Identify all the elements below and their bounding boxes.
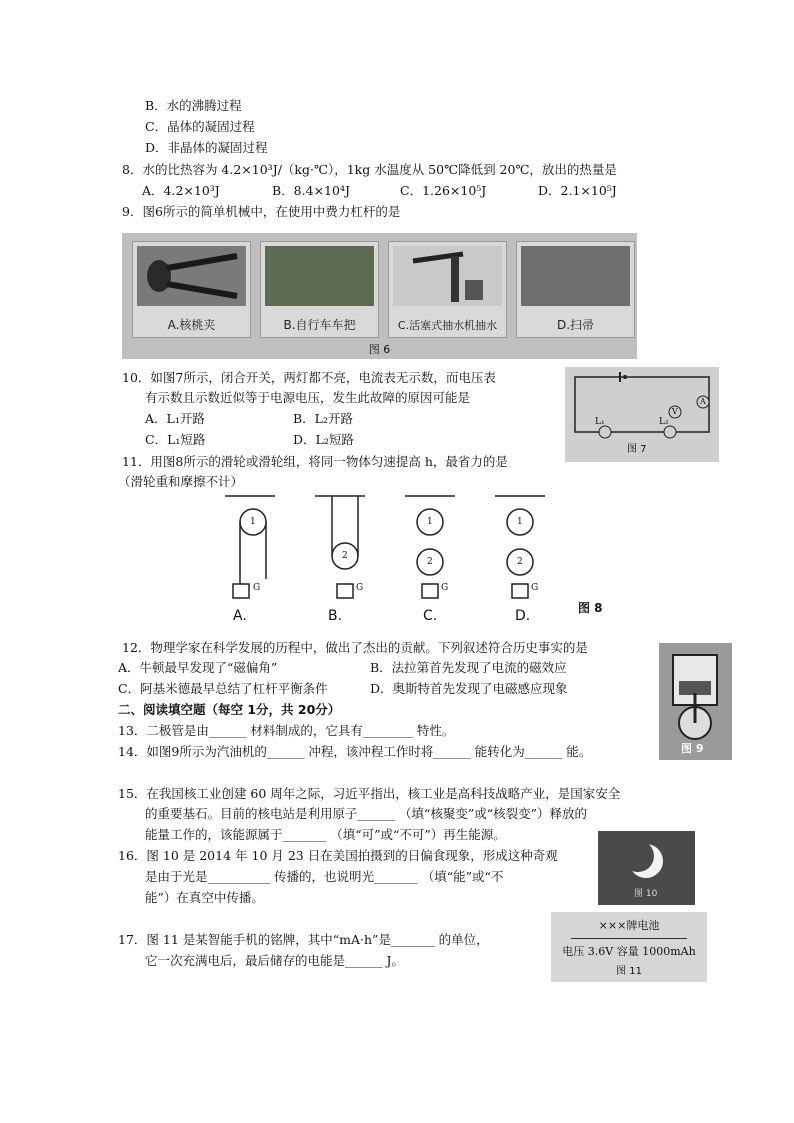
- q8-option-a: A．4.2×10³J: [142, 183, 220, 198]
- q12-stem: 12．物理学家在科学发展的历程中，做出了杰出的贡献。下列叙述符合历史事实的是: [122, 640, 588, 655]
- q7-option-d: D．非晶体的凝固过程: [145, 140, 268, 155]
- figure-7-circuit: [565, 367, 719, 462]
- q11-line1: 11．用图8所示的滑轮或滑轮组，将同一物体匀速提高 h，最省力的是: [122, 454, 508, 469]
- fig8-label-d: D.: [515, 608, 531, 624]
- q10-option-a: A．L₁开路: [145, 411, 205, 426]
- fig8-weight-d: G: [531, 583, 539, 593]
- fig6-caption-c: C.活塞式抽水机抽水: [397, 319, 498, 332]
- fig8-num-c2: 2: [427, 557, 433, 567]
- q7-option-c: C．晶体的凝固过程: [145, 119, 255, 134]
- q8-stem: 8．水的比热容为 4.2×10³J/（kg·℃），1kg 水温度从 50℃降低到 20℃，放出的热量是: [122, 162, 617, 177]
- q8-option-d: D．2.1×10⁵J: [538, 183, 617, 198]
- q8-option-c: C．1.26×10⁵J: [400, 183, 487, 198]
- q10-option-c: C．L₁短路: [145, 432, 206, 447]
- bicycle-handlebar-image: [265, 246, 374, 306]
- q10-line2: 有示数且示数近似等于电源电压，发生此故障的原因可能是: [145, 390, 471, 405]
- fig6-caption-d: D.扫帚: [556, 318, 595, 332]
- q13: 13．二极管是由______ 材料制成的，它具有________ 特性。: [118, 723, 455, 738]
- fig7-voltmeter: V: [672, 407, 678, 416]
- fig9-label: 图 9: [681, 742, 704, 755]
- figure-8-pulleys: [225, 494, 555, 629]
- q10-option-d: D．L₂短路: [293, 432, 354, 447]
- fig7-l2: L₂: [659, 417, 669, 427]
- fig8-num-c1: 1: [427, 517, 433, 527]
- fig8-weight-b: G: [356, 583, 364, 593]
- fig6-panel-d: [516, 241, 635, 338]
- q17-line1: 17．图 11 是某智能手机的铭牌，其中“mA·h”是_______ 的单位，: [118, 932, 489, 947]
- nutcracker-image: [137, 246, 246, 306]
- section-2-heading: 二、阅读填空题（每空 1分，共 20分）: [118, 702, 341, 717]
- q15-line2: 的重要基石。目前的核电站是利用原子______ （填“核聚变”或“核裂变”）释放的: [145, 806, 588, 821]
- q16-line3: 能”）在真空中传播。: [145, 890, 264, 905]
- q14: 14．如图9所示为汽油机的______ 冲程，该冲程工作时将______ 能转化为______ 能。: [118, 744, 592, 759]
- fig6-caption-b: B.自行车车把: [283, 318, 356, 332]
- fig11-title: ×××牌电池: [598, 919, 660, 932]
- fig11-spec: 电压 3.6V 容量 1000mAh: [562, 945, 696, 958]
- fig8-weight-c: G: [441, 583, 449, 593]
- figure-10-eclipse: [598, 831, 695, 905]
- fig6-panel-b: [260, 241, 379, 338]
- q10-option-b: B．L₂开路: [293, 411, 353, 426]
- fig8-num-d2: 2: [517, 557, 523, 567]
- q17-line2: 它一次充满电后，最后储存的电能是______ J。: [145, 953, 404, 968]
- q15-line1: 15．在我国核工业创建 60 周年之际，习近平指出，核工业是高科技战略产业，是国家安全: [118, 786, 621, 801]
- q7-option-b: B．水的沸腾过程: [145, 98, 242, 113]
- fig8-num-b: 2: [342, 551, 348, 561]
- q12-option-b: B．法拉第首先发现了电流的磁效应: [370, 660, 567, 675]
- figure-9-engine: [659, 643, 732, 760]
- q12-option-d: D．奥斯特首先发现了电磁感应现象: [370, 681, 568, 696]
- fig8-label-b: B.: [328, 608, 343, 624]
- broom-image: [521, 246, 630, 306]
- q9-stem: 9．图6所示的简单机械中，在使用中费力杠杆的是: [122, 204, 401, 219]
- fig8-label-a: A.: [233, 608, 247, 624]
- fig6-panel-c: [388, 241, 507, 338]
- fig10-label: 图 10: [634, 889, 658, 899]
- fig7-l1: L₁: [595, 417, 605, 427]
- fig8-weight-a: G: [253, 583, 261, 593]
- q10-line1: 10．如图7所示，闭合开关，两灯都不亮，电流表无示数，而电压表: [122, 370, 496, 385]
- q11-line2: （滑轮重和摩擦不计）: [118, 474, 244, 489]
- q12-option-a: A．牛顿最早发现了“磁偏角”: [118, 660, 278, 675]
- q15-line3: 能量工作的，该能源属于_______ （填“可”或“不可”）再生能源。: [145, 827, 506, 842]
- fig7-ammeter: A: [700, 397, 706, 406]
- q8-option-b: B．8.4×10⁴J: [272, 183, 350, 198]
- q16-line2: 是由于光是__________ 传播的，也说明光_______ （填“能”或“不: [145, 869, 504, 884]
- fig6-label: 图 6: [368, 343, 391, 356]
- figure-6: [122, 233, 637, 359]
- q12-option-c: C．阿基米德最早总结了杠杆平衡条件: [118, 681, 328, 696]
- figure-11-battery-label: [551, 912, 707, 982]
- fig11-divider: [571, 938, 687, 939]
- pump-image: [393, 246, 502, 306]
- fig7-label: 图 7: [627, 444, 647, 455]
- fig8-num-a: 1: [250, 517, 256, 527]
- q16-line1: 16．图 10 是 2014 年 10 月 23 日在美国拍摄到的日偏食现象，形成这种奇观: [118, 848, 558, 863]
- fig8-label: 图 8: [578, 601, 603, 615]
- fig6-caption-a: A.核桃夹: [167, 318, 216, 332]
- fig8-label-c: C.: [423, 608, 438, 624]
- fig11-label: 图 11: [616, 966, 642, 977]
- fig6-panel-a: [132, 241, 251, 338]
- fig8-num-d1: 1: [517, 517, 523, 527]
